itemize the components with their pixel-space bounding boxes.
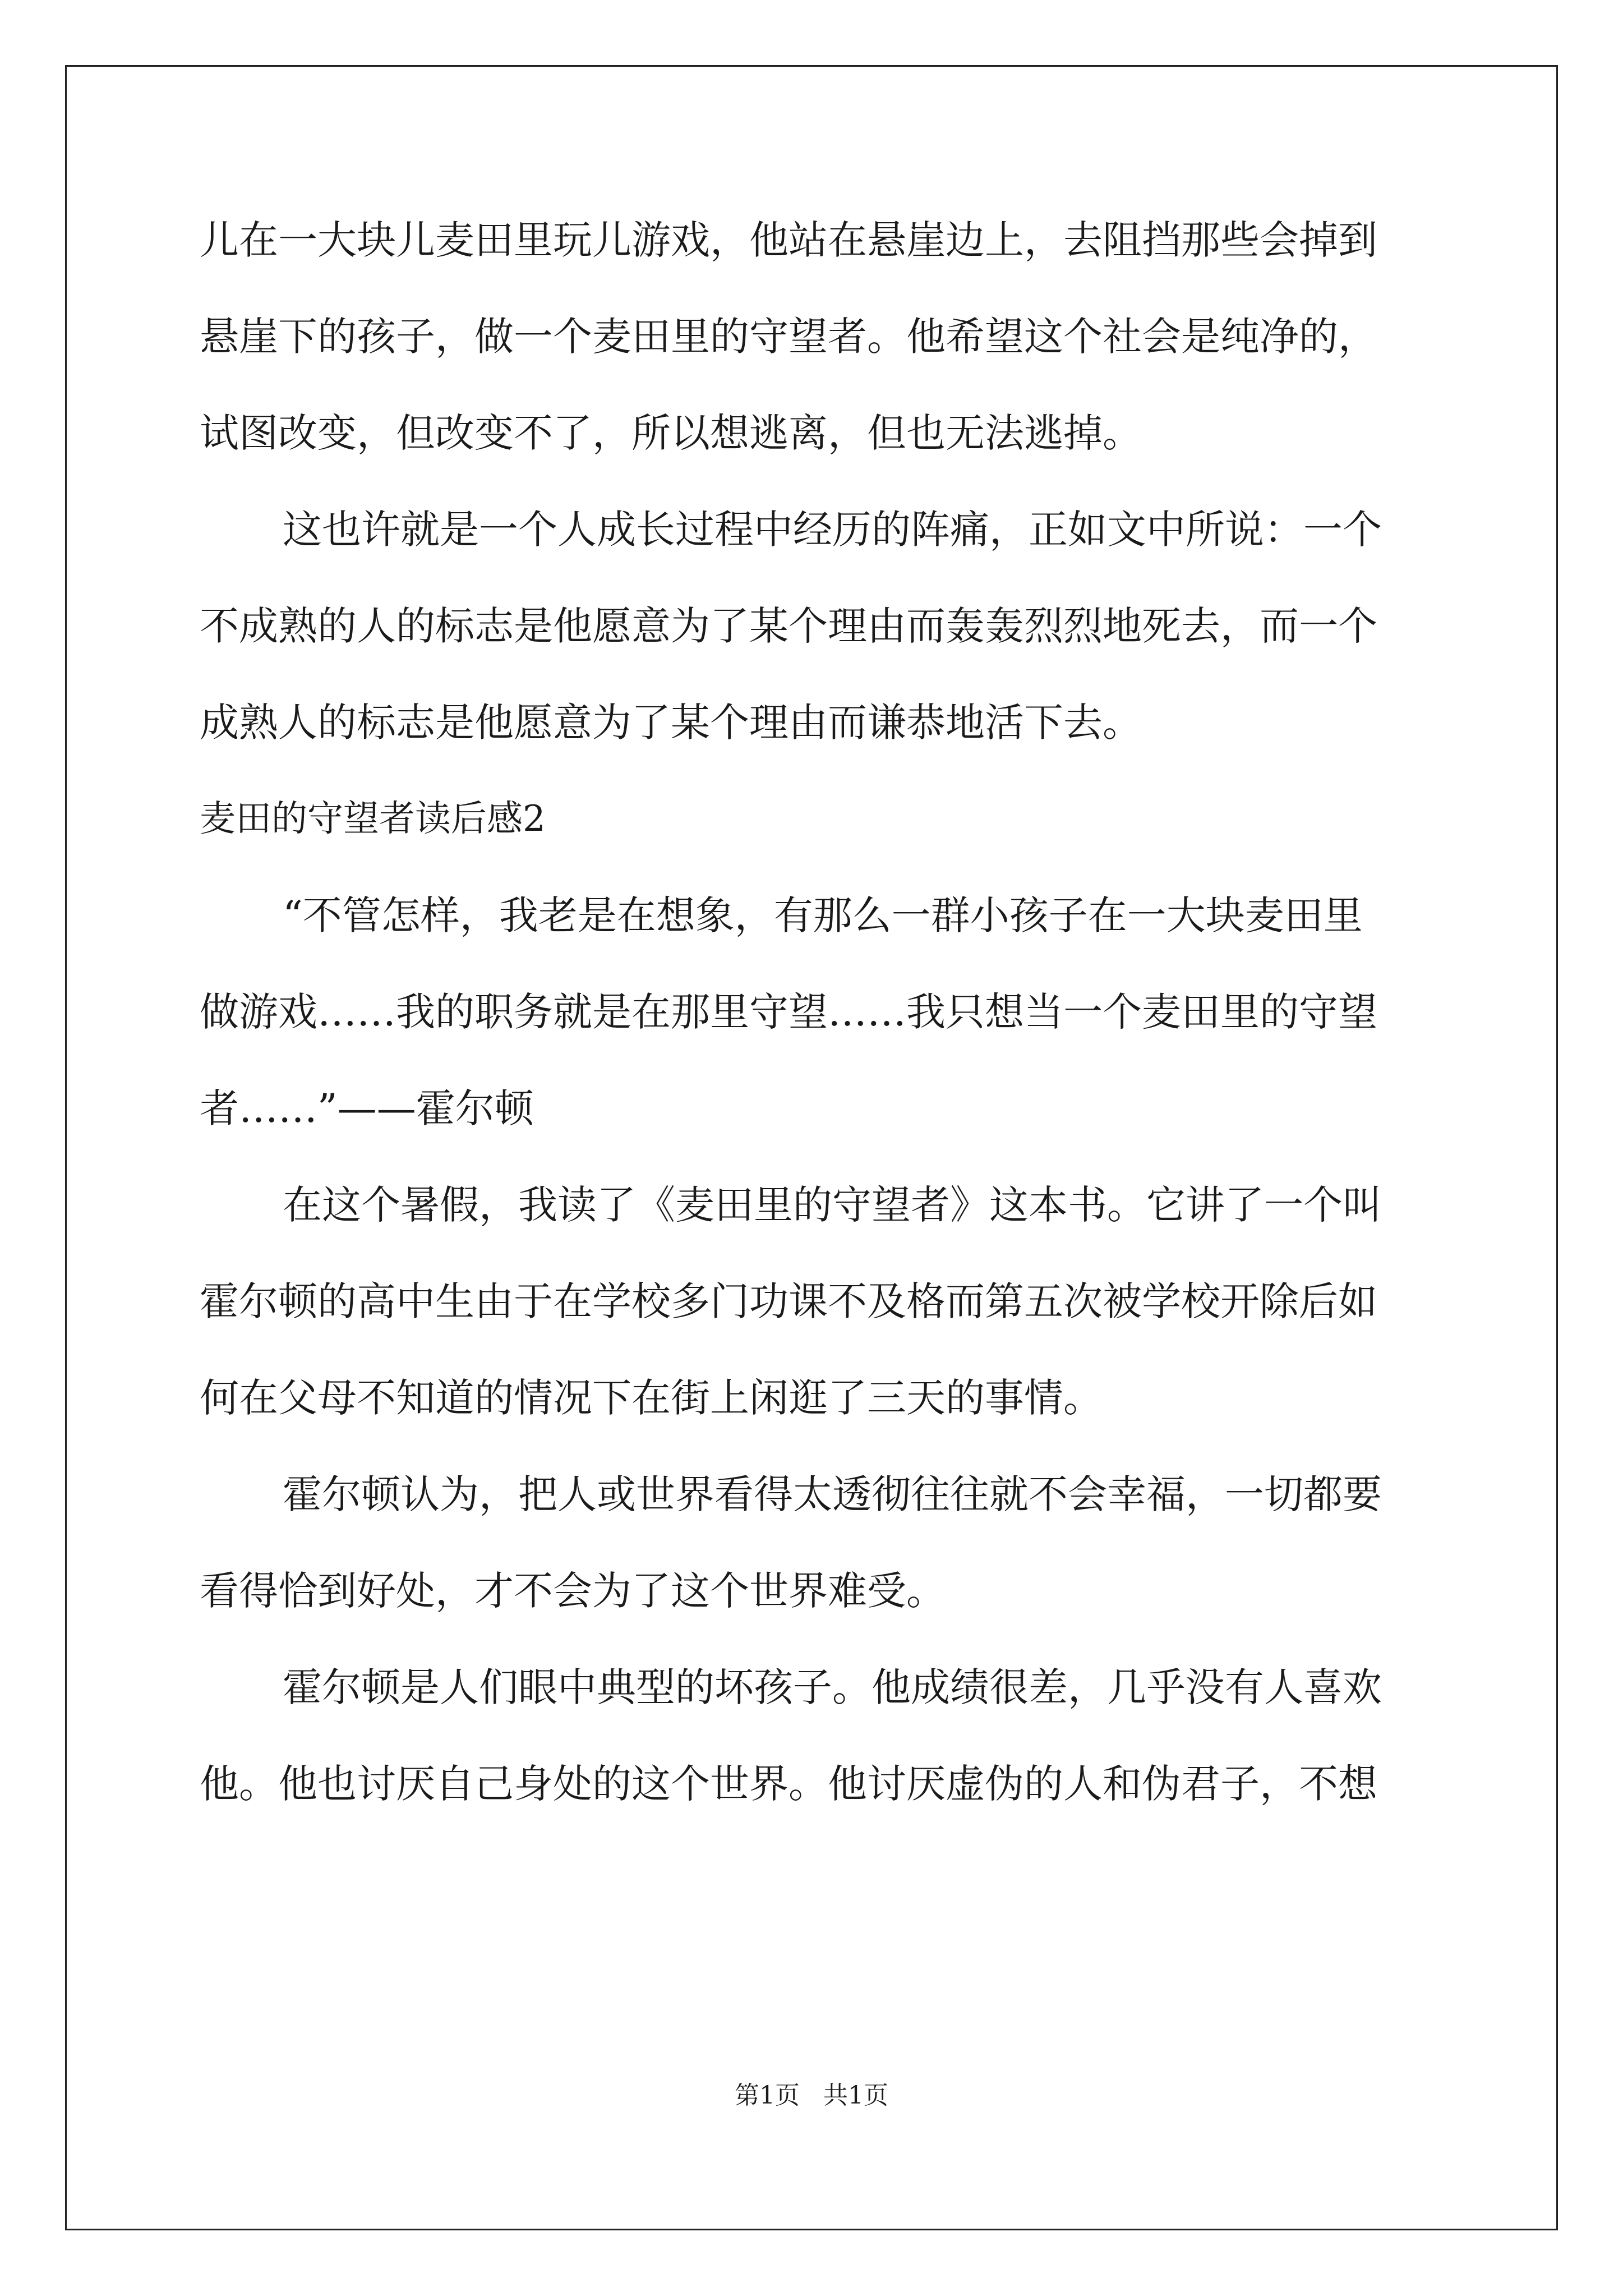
text-line: 霍尔顿是人们眼中典型的坏孩子。他成绩很差，几乎没有人喜欢 — [283, 1664, 1382, 1710]
text-line: 霍尔顿的高中生由于在学校多门功课不及格而第五次被学校开除后如 — [200, 1278, 1377, 1324]
text-line: 在这个暑假，我读了《麦田里的守望者》这本书。它讲了一个叫 — [283, 1182, 1382, 1228]
text-line: 悬崖下的孩子，做一个麦田里的守望者。他希望这个社会是纯净的， — [200, 314, 1377, 360]
text-line: 他。他也讨厌自己身处的这个世界。他讨厌虚伪的人和伪君子，不想 — [200, 1761, 1377, 1807]
text-line: 不成熟的人的标志是他愿意为了某个理由而轰轰烈烈地死去，而一个 — [200, 603, 1377, 649]
text-line: 成熟人的标志是他愿意为了某个理由而谦恭地活下去。 — [200, 700, 1142, 746]
page-footer: 第1页 共1页 — [735, 2081, 888, 2110]
text-line: “不管怎样，我老是在想象，有那么一群小孩子在一大块麦田里 — [283, 892, 1363, 938]
text-line: 者……”——霍尔顿 — [200, 1085, 534, 1131]
text-line: 儿在一大块儿麦田里玩儿游戏，他站在悬崖边上，去阻挡那些会掉到 — [200, 217, 1377, 263]
text-line: 试图改变，但改变不了，所以想逃离，但也无法逃掉。 — [200, 410, 1142, 456]
text-line: 何在父母不知道的情况下在街上闲逛了三天的事情。 — [200, 1375, 1103, 1421]
text-line: 看得恰到好处，才不会为了这个世界难受。 — [200, 1568, 946, 1614]
text-line: 这也许就是一个人成长过程中经历的阵痛，正如文中所说：一个 — [283, 507, 1382, 553]
section-heading: 麦田的守望者读后感2 — [200, 798, 546, 840]
text-line: 做游戏……我的职务就是在那里守望……我只想当一个麦田里的守望 — [200, 989, 1377, 1035]
text-line: 霍尔顿认为，把人或世界看得太透彻往往就不会幸福，一切都要 — [283, 1471, 1382, 1517]
page-border — [65, 65, 1558, 2230]
